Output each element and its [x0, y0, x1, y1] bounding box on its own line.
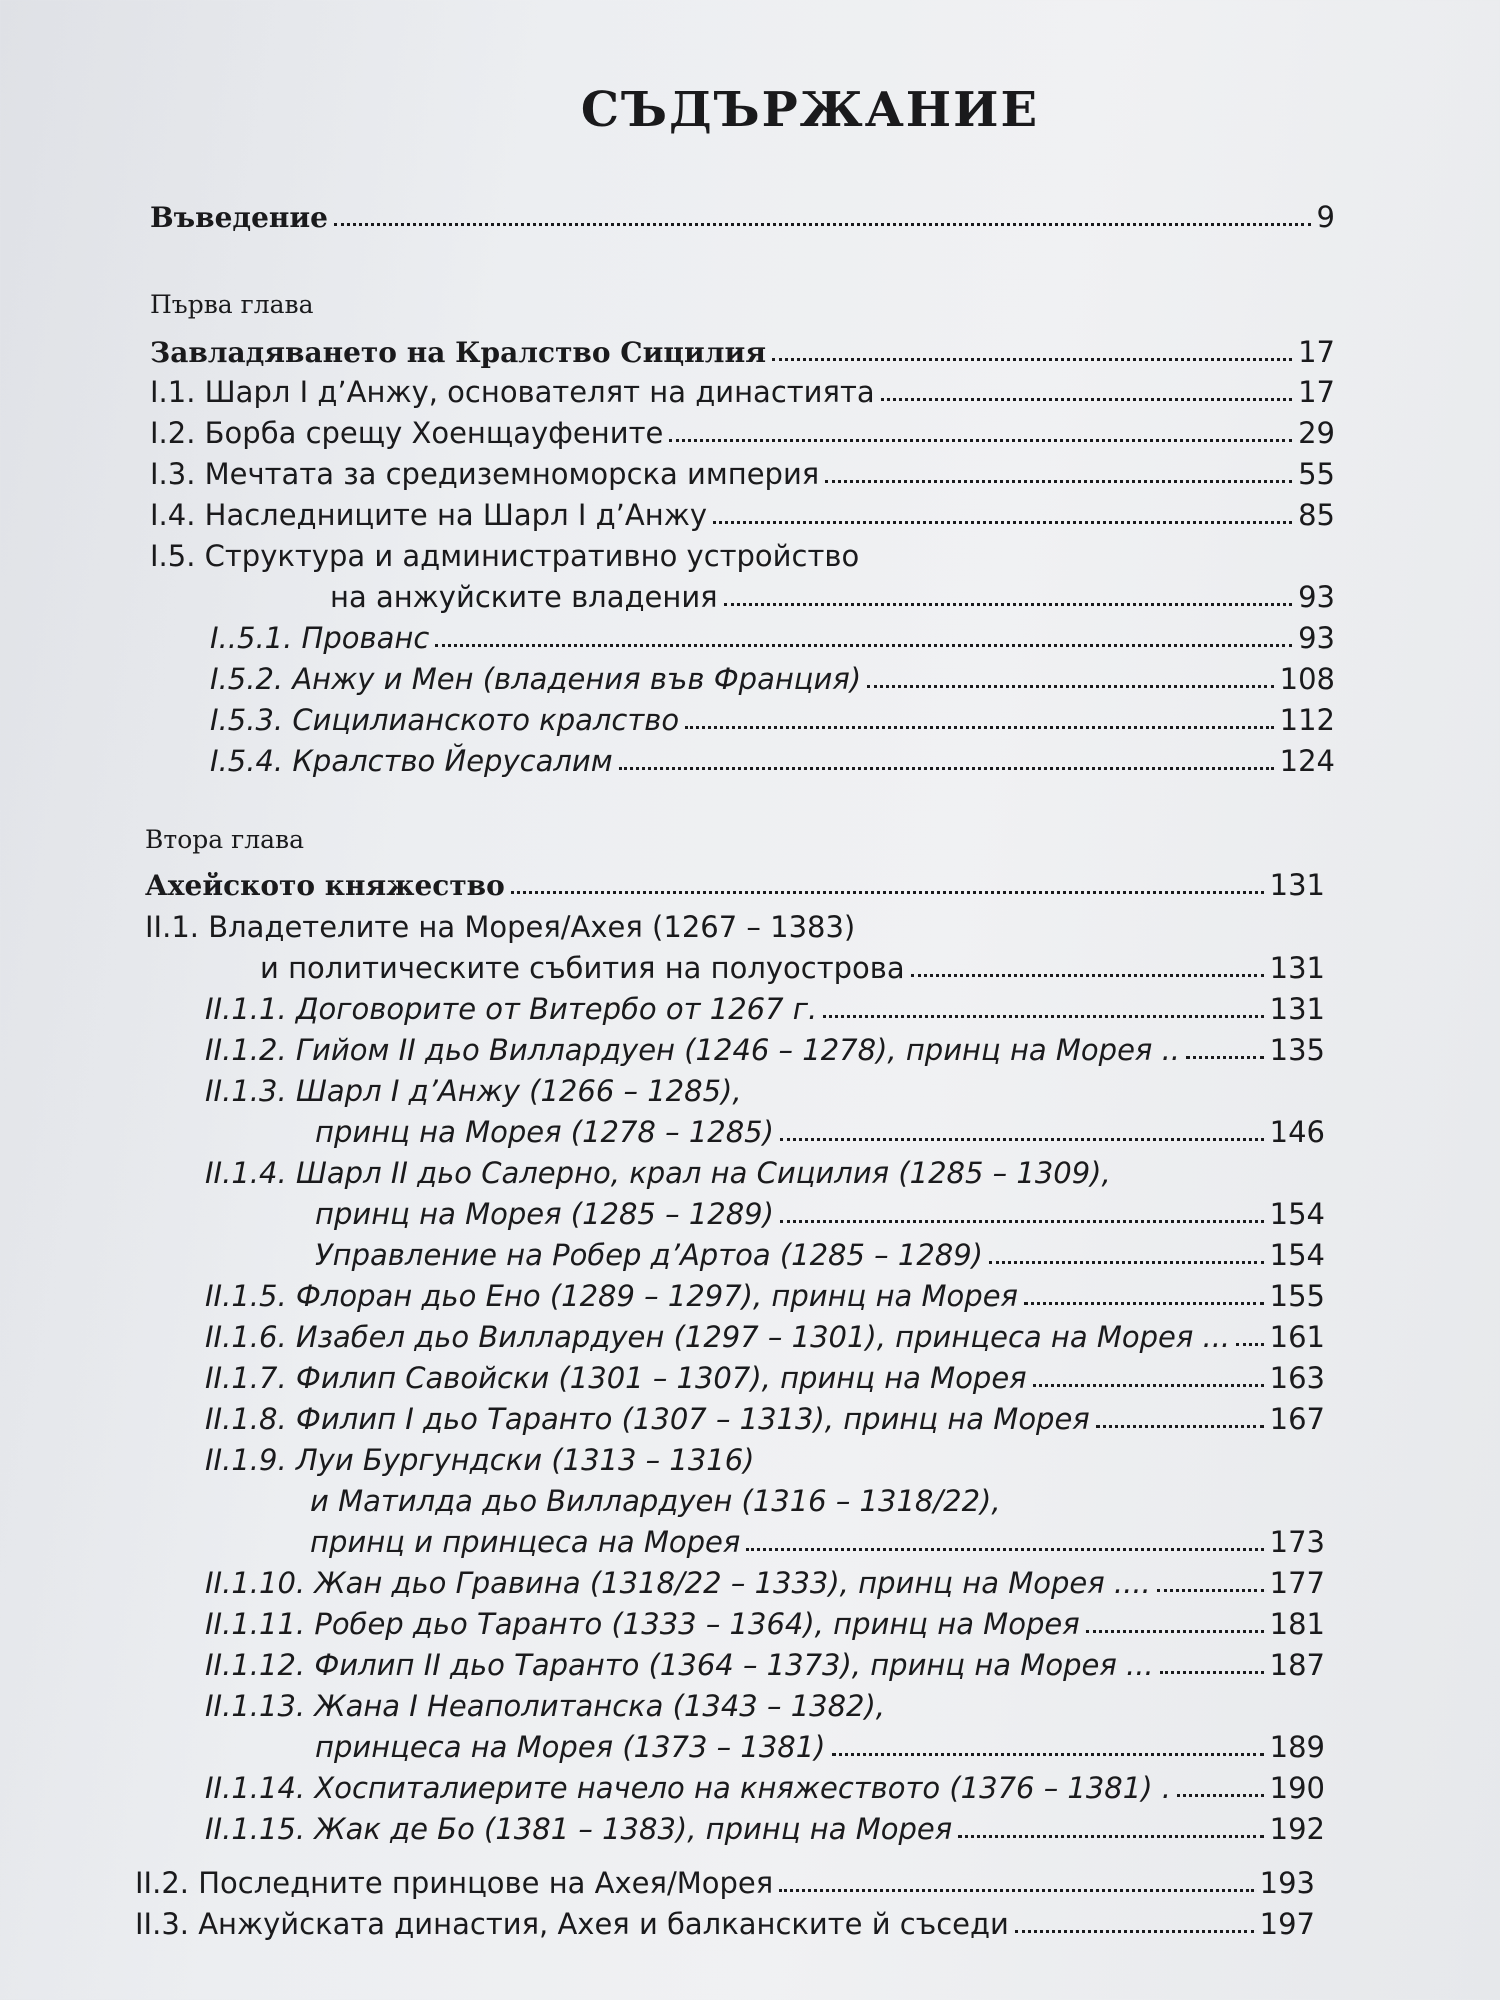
- toc-entry-continuation: принц на Морея (1285 – 1289): [315, 1197, 774, 1231]
- toc-entry: [205, 1771, 1325, 1805]
- leader-dots: [1086, 1630, 1264, 1633]
- toc-entry-title: II.1.5. Флоран дьо Ено (1289 – 1297), принц на Морея: [205, 1279, 1018, 1313]
- toc-entry-title: I.5.3. Сицилианското кралство: [210, 703, 680, 737]
- toc-entry-title: I.5. Структура и административно устройство: [150, 539, 860, 573]
- chapter1-label: Първа глава: [150, 290, 314, 319]
- toc-entry-title: II.1.4. Шарл II дьо Салерно, крал на Сицилия (1285 – 1309),: [205, 1156, 1111, 1190]
- toc-entry: [150, 375, 1335, 409]
- toc-entry-page: 85: [1298, 498, 1335, 532]
- chapter1-heading-page: 17: [1298, 335, 1335, 369]
- toc-entry-continuation: принц на Морея (1278 – 1285): [315, 1115, 774, 1149]
- leader-dots: [779, 1889, 1253, 1892]
- leader-dots: [1033, 1384, 1264, 1387]
- toc-entry-continuation: принц и принцеса на Морея: [310, 1525, 741, 1559]
- toc-entry: [135, 1907, 1315, 1941]
- toc-entry-title: II.1.8. Филип I дьо Таранто (1307 – 1313), принц на Морея: [205, 1402, 1090, 1436]
- toc-entry-page: 155: [1269, 1279, 1325, 1313]
- toc-entry-page: 181: [1269, 1607, 1325, 1641]
- toc-entry-page: 192: [1269, 1812, 1325, 1846]
- toc-entry-page: 131: [1269, 951, 1325, 985]
- toc-entry-page: 161: [1269, 1320, 1325, 1354]
- toc-intro: [150, 200, 1335, 234]
- chapter1-heading-title: Завладяването на Кралство Сицилия: [150, 336, 766, 369]
- leader-dots: [746, 1548, 1263, 1551]
- toc-entry-title: II.1.13. Жана I Неаполитанска (1343 – 1382),: [205, 1689, 886, 1723]
- toc-entry-title: II.1.14. Хоспиталиерите начело на княжеството (1376 – 1381) .: [205, 1771, 1171, 1805]
- toc-entry-page: 108: [1279, 662, 1335, 696]
- toc-entry-page: 29: [1298, 416, 1335, 450]
- toc-entry: [205, 1607, 1325, 1641]
- leader-dots: [511, 891, 1264, 894]
- leader-dots: [780, 1220, 1264, 1223]
- leader-dots: [1236, 1343, 1263, 1346]
- toc-entry-page: 154: [1269, 1238, 1325, 1272]
- chapter1-heading: [150, 335, 1335, 369]
- toc-entry-title: II.1.11. Робер дьо Таранто (1333 – 1364), принц на Морея: [205, 1607, 1080, 1641]
- chapter2-label: Втора глава: [145, 825, 304, 854]
- leader-dots: [989, 1261, 1264, 1264]
- toc-entry-title: I.4. Наследниците на Шарл I д’Анжу: [150, 498, 707, 532]
- toc-entry: [315, 1115, 1325, 1149]
- leader-dots: [713, 521, 1292, 524]
- chapter2-heading-page: 131: [1269, 868, 1325, 902]
- toc-entry-title: II.1.7. Филип Савойски (1301 – 1307), принц на Морея: [205, 1361, 1027, 1395]
- toc-entry-continuation: принцеса на Морея (1373 – 1381): [315, 1730, 826, 1764]
- toc-entry-title: II.1.15. Жак де Бо (1381 – 1383), принц на Морея: [205, 1812, 953, 1846]
- toc-entry-page: 93: [1298, 621, 1335, 655]
- leader-dots: [669, 439, 1292, 442]
- toc-entry: [135, 1866, 1315, 1900]
- toc-entry: [315, 1197, 1325, 1231]
- toc-entry-title: I.5.2. Анжу и Мен (владения във Франция): [210, 662, 862, 696]
- toc-entry-page: 163: [1269, 1361, 1325, 1395]
- toc-entry: [205, 1320, 1325, 1354]
- toc-entry-title: II.1.3. Шарл I д’Анжу (1266 – 1285),: [205, 1074, 742, 1108]
- toc-entry-page: 167: [1269, 1402, 1325, 1436]
- leader-dots: [435, 644, 1292, 647]
- toc-entry-title: I.3. Мечтата за средиземноморска империя: [150, 457, 820, 491]
- toc-entry: [205, 1279, 1325, 1313]
- toc-entry-page: 193: [1259, 1866, 1315, 1900]
- toc-entry: [210, 621, 1335, 655]
- leader-dots: [724, 603, 1292, 606]
- toc-intro-title: Въведение: [150, 201, 328, 234]
- toc-entry-page: 135: [1269, 1033, 1325, 1067]
- toc-entry: [205, 1812, 1325, 1846]
- toc-entry-title: I..5.1. Прованс: [210, 621, 430, 655]
- leader-dots: [1177, 1794, 1264, 1797]
- leader-dots: [1096, 1425, 1264, 1428]
- toc-entry-title: II.1.9. Луи Бургундски (1313 – 1316): [205, 1443, 755, 1477]
- leader-dots: [1157, 1589, 1264, 1592]
- toc-entry: [210, 662, 1335, 696]
- toc-entry-title: II.1.1. Договорите от Витербо от 1267 г.: [205, 992, 818, 1026]
- toc-entry: [210, 744, 1335, 778]
- toc-entry-title: I.5.4. Кралство Йерусалим: [210, 744, 613, 778]
- toc-entry: [205, 1361, 1325, 1395]
- toc-entry-page: 55: [1298, 457, 1335, 491]
- toc-entry-page: 93: [1298, 580, 1335, 614]
- leader-dots: [780, 1138, 1264, 1141]
- toc-entry: [315, 1238, 1325, 1272]
- toc-entry: [260, 951, 1325, 985]
- toc-entry: [330, 580, 1335, 614]
- leader-dots: [772, 358, 1292, 361]
- toc-entry-page: 112: [1279, 703, 1335, 737]
- toc-entry-page: 177: [1269, 1566, 1325, 1600]
- toc-entry-page: 154: [1269, 1197, 1325, 1231]
- toc-entry: [205, 1402, 1325, 1436]
- leader-dots: [867, 685, 1273, 688]
- toc-entry: [150, 416, 1335, 450]
- toc-entry-continuation: на анжуйските владения: [330, 580, 718, 614]
- leader-dots: [832, 1753, 1264, 1756]
- toc-entry: [150, 498, 1335, 532]
- toc-entry-page: 17: [1298, 375, 1335, 409]
- toc-entry-continuation: и Матилда дьо Виллардуен (1316 – 1318/22),: [310, 1484, 1001, 1518]
- toc-entry: [315, 1730, 1325, 1764]
- toc-entry: [150, 457, 1335, 491]
- chapter2-heading-title: Ахейското княжество: [145, 869, 505, 902]
- toc-entry: [310, 1525, 1325, 1559]
- toc-entry-page: 124: [1279, 744, 1335, 778]
- toc-intro-page: 9: [1316, 200, 1335, 234]
- toc-entry-title: I.2. Борба срещу Хоенщауфените: [150, 416, 664, 450]
- leader-dots: [1186, 1056, 1264, 1059]
- leader-dots: [825, 480, 1292, 483]
- toc-entry-title: II.3. Анжуйската династия, Ахея и балканските й съседи: [135, 1907, 1009, 1941]
- toc-entry-title: II.1. Владетелите на Морея/Ахея (1267 – 1383): [145, 910, 856, 944]
- leader-dots: [619, 767, 1274, 770]
- toc-entry-page: 189: [1269, 1730, 1325, 1764]
- toc-entry-title: II.1.6. Изабел дьо Виллардуен (1297 – 1301), принцеса на Морея ...: [205, 1320, 1231, 1354]
- toc-entry-page: 146: [1269, 1115, 1325, 1149]
- leader-dots: [334, 223, 1311, 226]
- leader-dots: [911, 974, 1264, 977]
- toc-entry-page: 197: [1259, 1907, 1315, 1941]
- toc-entry: [205, 992, 1325, 1026]
- leader-dots: [958, 1835, 1263, 1838]
- toc-entry-title: II.1.2. Гийом II дьо Виллардуен (1246 – 1278), принц на Морея ..: [205, 1033, 1181, 1067]
- leader-dots: [1024, 1302, 1264, 1305]
- toc-entry: [205, 1033, 1325, 1067]
- toc-entry-title: II.1.10. Жан дьо Гравина (1318/22 – 1333), принц на Морея ....: [205, 1566, 1151, 1600]
- leader-dots: [1160, 1671, 1264, 1674]
- toc-entry: [205, 1566, 1325, 1600]
- leader-dots: [1015, 1930, 1254, 1933]
- toc-entry-page: 187: [1269, 1648, 1325, 1682]
- leader-dots: [823, 1015, 1263, 1018]
- toc-entry-page: 131: [1269, 992, 1325, 1026]
- leader-dots: [881, 398, 1292, 401]
- leader-dots: [685, 726, 1274, 729]
- toc-entry-title: II.1.12. Филип II дьо Таранто (1364 – 1373), принц на Морея ...: [205, 1648, 1154, 1682]
- toc-entry-page: 190: [1269, 1771, 1325, 1805]
- toc-entry-continuation: и политическите събития на полуострова: [260, 951, 905, 985]
- toc-entry-page: 173: [1269, 1525, 1325, 1559]
- toc-entry-title: I.1. Шарл I д’Анжу, основателят на династията: [150, 375, 875, 409]
- chapter2-heading: [145, 868, 1325, 902]
- page-title: СЪДЪРЖАНИЕ: [580, 82, 1040, 138]
- toc-entry: [210, 703, 1335, 737]
- toc-entry: [205, 1648, 1325, 1682]
- toc-entry-title: II.2. Последните принцове на Ахея/Морея: [135, 1866, 774, 1900]
- toc-entry-title: Управление на Робер д’Артоа (1285 – 1289): [315, 1238, 983, 1272]
